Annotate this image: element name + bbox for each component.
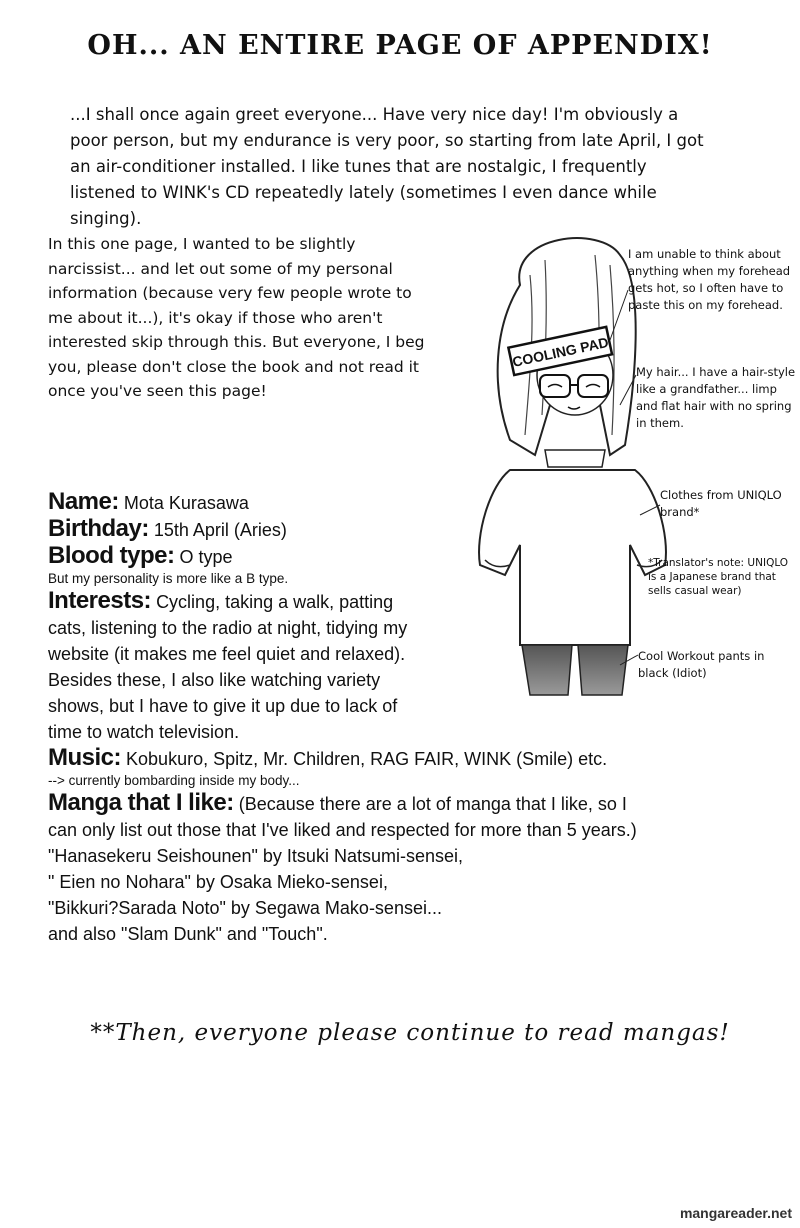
profile-manga — [48, 790, 648, 843]
music-note: --> currently bombarding inside my body... — [48, 773, 300, 788]
manga-list-item: and also "Slam Dunk" and "Touch". — [48, 924, 328, 944]
profile-interests — [48, 588, 428, 745]
annotation-cooling-pad: I am unable to think about anything when my forehead gets hot, so I often have to paste this on my forehead. — [628, 247, 791, 312]
intro-paragraph: ...I shall once again greet everyone... Have very nice day! I'm obviously a poor person, but my endurance is very poor, so starting from late April, I got an air-conditioner installed. I like tunes that are nostalgic, I frequently listened to WINK's CD repeatedly lately (sometimes I even dance while singing). — [70, 105, 704, 228]
interests-label: Interests: — [48, 587, 152, 614]
annotation-clothes: Clothes from UNIQLO brand* — [660, 488, 782, 519]
name-label: Name: — [48, 488, 119, 515]
annotation-hair: My hair... I have a hair-style like a grandfather... limp and flat hair with no spring in them. — [636, 365, 796, 430]
profile-birthday — [48, 516, 638, 543]
name-value: Mota Kurasawa — [123, 493, 249, 513]
birthday-value: 15th April (Aries) — [153, 520, 287, 540]
closing-message: **Then, everyone please continue to read mangas! — [90, 1020, 730, 1046]
collar — [545, 450, 605, 467]
blood-type-note: But my personality is more like a B type. — [48, 571, 289, 586]
interests-value: Cycling, taking a walk, patting cats, listening to the radio at night, tidying my website (it makes me feel quiet and relaxed). Besides these, I also like watching variety shows, but I have to give it up due to lack of time to watch television. — [48, 592, 408, 742]
profile-blood-type — [48, 543, 638, 570]
blood-type-label: Blood type: — [48, 542, 175, 569]
profile-music — [48, 745, 638, 772]
manga-list-item: "Hanasekeru Seishounen" by Itsuki Natsumi-sensei, — [48, 846, 463, 866]
cooling-pad-label: COOLING PAD — [510, 333, 610, 370]
profile-name — [48, 489, 638, 516]
music-label: Music: — [48, 744, 122, 771]
music-value: Kobukuro, Spitz, Mr. Children, RAG FAIR, WINK (Smile) etc. — [126, 749, 608, 769]
profile-section — [48, 489, 638, 947]
author-note: In this one page, I wanted to be slightly narcissist... and let out some of my personal information (because very few people wrote to me about it...), it's okay if those who aren't interested skip through this. But everyone, I beg you, please don't close the book and not read it once you've seen this page! — [48, 235, 425, 400]
manga-list — [48, 843, 638, 947]
manga-intro: (Because there are a lot of manga that I like, so I can only list out those that I've liked and respected for more than 5 years.) — [48, 794, 637, 840]
site-watermark: mangareader.net — [679, 1205, 792, 1221]
manga-label: Manga that I like: — [48, 789, 234, 816]
manga-list-item: "Bikkuri?Sarada Noto" by Segawa Mako-sensei... — [48, 898, 442, 918]
page-title: OH... AN ENTIRE PAGE OF APPENDIX! — [87, 30, 713, 61]
annotation-pants: Cool Workout pants in black (Idiot) — [638, 649, 765, 680]
annotation-translator-note: *Translator's note: UNIQLO is a Japanese brand that sells casual wear) — [648, 557, 789, 597]
birthday-label: Birthday: — [48, 515, 149, 542]
manga-list-item: " Eien no Nohara" by Osaka Mieko-sensei, — [48, 872, 388, 892]
blood-type-value: O type — [179, 547, 233, 567]
